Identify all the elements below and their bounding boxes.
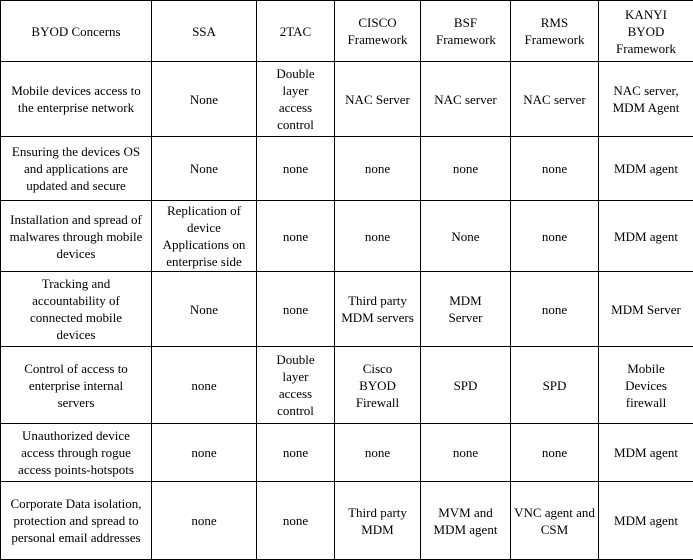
cell-text: MDM agent — [602, 160, 690, 177]
concern-cell — [1, 201, 152, 272]
kanyi-cell — [599, 137, 693, 201]
table-row — [1, 482, 693, 560]
cell-text: Control of access to enterprise internal servers — [4, 360, 148, 411]
cell-text: NAC Server — [338, 91, 417, 108]
rms-cell — [511, 272, 599, 347]
2tac-cell — [257, 137, 335, 201]
header-label: CISCO Framework — [338, 14, 417, 48]
table-row — [1, 424, 693, 482]
rms-cell — [511, 201, 599, 272]
kanyi-cell — [599, 272, 693, 347]
cell-text: none — [514, 160, 595, 177]
cell-text: none — [155, 444, 253, 461]
cell-text: MDM agent — [602, 228, 690, 245]
cell-text: none — [155, 512, 253, 529]
cisco-cell — [335, 347, 421, 424]
bsf-cell — [421, 272, 511, 347]
cisco-cell — [335, 201, 421, 272]
cell-text: MDM agent — [602, 444, 690, 461]
concern-cell — [1, 347, 152, 424]
bsf-cell — [421, 62, 511, 137]
cell-text: Third party MDM servers — [338, 292, 417, 326]
cell-text: none — [155, 377, 253, 394]
cell-text: none — [514, 444, 595, 461]
header-cell-bsf — [421, 1, 511, 62]
rms-cell — [511, 482, 599, 560]
bsf-cell — [421, 201, 511, 272]
cell-text: MDM Server — [602, 301, 690, 318]
rms-cell — [511, 62, 599, 137]
cell-text: Corporate Data isolation, protection and spread to personal email addresses — [4, 495, 148, 546]
cell-text: MDM agent — [602, 512, 690, 529]
header-cell-kanyi — [599, 1, 693, 62]
cell-text: VNC agent and CSM — [514, 504, 595, 538]
table-row — [1, 137, 693, 201]
cell-text: None — [424, 228, 507, 245]
cell-text: Ensuring the devices OS and applications are updated and secure — [4, 143, 148, 194]
bsf-cell — [421, 137, 511, 201]
header-label: KANYI BYOD Framework — [602, 6, 690, 57]
cisco-cell — [335, 62, 421, 137]
header-row — [1, 1, 693, 62]
ssa-cell — [152, 137, 257, 201]
kanyi-cell — [599, 201, 693, 272]
concern-cell — [1, 424, 152, 482]
cell-text: SPD — [514, 377, 595, 394]
cell-text: Cisco BYOD Firewall — [338, 360, 417, 411]
cisco-cell — [335, 424, 421, 482]
cell-text: none — [514, 301, 595, 318]
cell-text: none — [260, 512, 331, 529]
cell-text: SPD — [424, 377, 507, 394]
cell-text: none — [424, 160, 507, 177]
cisco-cell — [335, 482, 421, 560]
cell-text: None — [155, 301, 253, 318]
rms-cell — [511, 424, 599, 482]
cell-text: NAC server — [514, 91, 595, 108]
cell-text: None — [155, 91, 253, 108]
cell-text: Replication of device Applications on enterprise side — [155, 202, 253, 270]
kanyi-cell — [599, 62, 693, 137]
concern-cell — [1, 62, 152, 137]
cell-text: none — [260, 160, 331, 177]
2tac-cell — [257, 272, 335, 347]
cisco-cell — [335, 137, 421, 201]
cell-text: MVM and MDM agent — [424, 504, 507, 538]
2tac-cell — [257, 201, 335, 272]
header-label: BYOD Concerns — [4, 23, 148, 40]
header-cell-rms — [511, 1, 599, 62]
cell-text: Installation and spread of malwares through mobile devices — [4, 211, 148, 262]
bsf-cell — [421, 424, 511, 482]
ssa-cell — [152, 347, 257, 424]
2tac-cell — [257, 347, 335, 424]
bsf-cell — [421, 482, 511, 560]
2tac-cell — [257, 62, 335, 137]
header-cell-cisco — [335, 1, 421, 62]
cell-text: none — [338, 444, 417, 461]
table-row — [1, 272, 693, 347]
cell-text: Mobile devices access to the enterprise network — [4, 82, 148, 116]
rms-cell — [511, 137, 599, 201]
table-row — [1, 201, 693, 272]
header-cell-2tac — [257, 1, 335, 62]
cell-text: MDM Server — [424, 292, 507, 326]
table-row — [1, 347, 693, 424]
cell-text: Third party MDM — [338, 504, 417, 538]
concern-cell — [1, 482, 152, 560]
ssa-cell — [152, 482, 257, 560]
ssa-cell — [152, 62, 257, 137]
cell-text: none — [514, 228, 595, 245]
header-label: RMS Framework — [514, 14, 595, 48]
cell-text: Tracking and accountability of connected mobile devices — [4, 275, 148, 343]
cell-text: Double layer access control — [260, 65, 331, 133]
cell-text: none — [260, 228, 331, 245]
cell-text: none — [260, 444, 331, 461]
cell-text: Unauthorized device access through rogue access points-hotspots — [4, 427, 148, 478]
cell-text: Double layer access control — [260, 351, 331, 419]
rms-cell — [511, 347, 599, 424]
cell-text: NAC server, MDM Agent — [602, 82, 690, 116]
cell-text: None — [155, 160, 253, 177]
cell-text: none — [338, 160, 417, 177]
table-row — [1, 62, 693, 137]
cell-text: none — [424, 444, 507, 461]
2tac-cell — [257, 482, 335, 560]
bsf-cell — [421, 347, 511, 424]
header-label: 2TAC — [260, 23, 331, 40]
header-cell-ssa — [152, 1, 257, 62]
cell-text: Mobile Devices firewall — [602, 360, 690, 411]
kanyi-cell — [599, 424, 693, 482]
cell-text: none — [338, 228, 417, 245]
kanyi-cell — [599, 482, 693, 560]
2tac-cell — [257, 424, 335, 482]
cell-text: NAC server — [424, 91, 507, 108]
cisco-cell — [335, 272, 421, 347]
ssa-cell — [152, 201, 257, 272]
ssa-cell — [152, 424, 257, 482]
kanyi-cell — [599, 347, 693, 424]
ssa-cell — [152, 272, 257, 347]
header-cell-concerns — [1, 1, 152, 62]
header-label: BSF Framework — [424, 14, 507, 48]
concern-cell — [1, 137, 152, 201]
concern-cell — [1, 272, 152, 347]
cell-text: none — [260, 301, 331, 318]
header-label: SSA — [155, 23, 253, 40]
